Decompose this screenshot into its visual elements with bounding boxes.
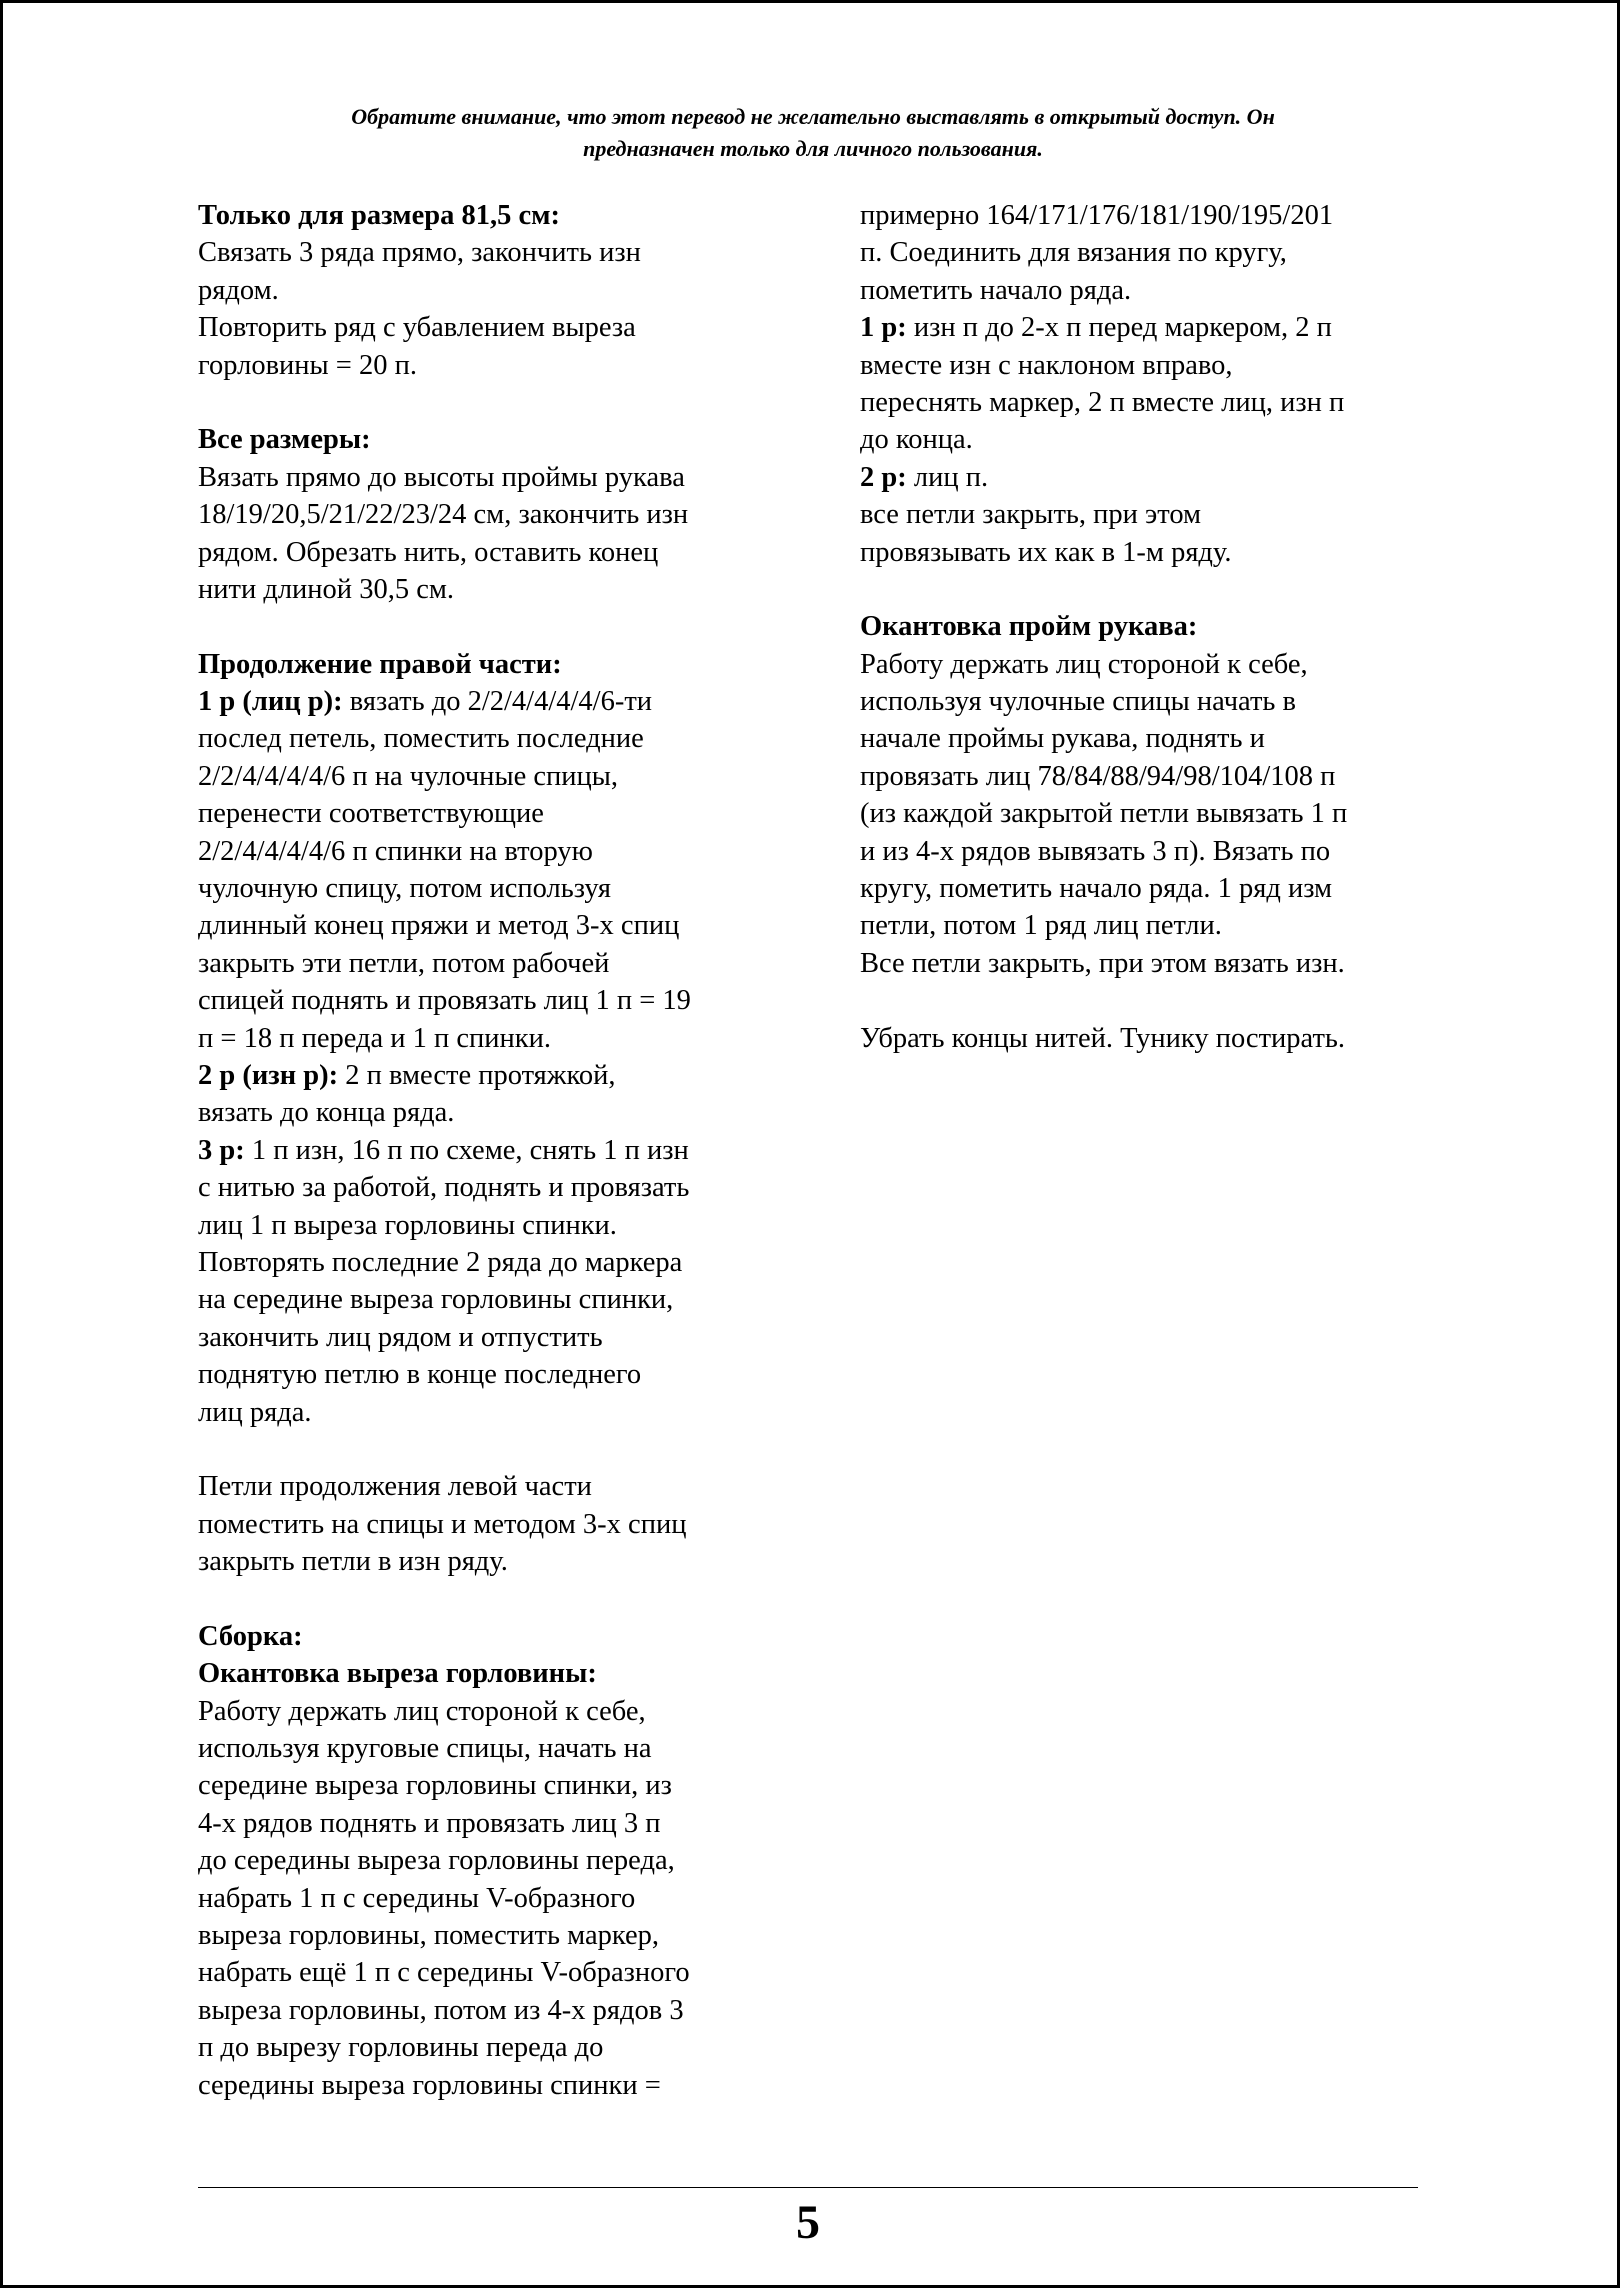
text-line: Повторить ряд с убавлением выреза bbox=[198, 312, 636, 344]
row-2-line: 2 р: лиц п. bbox=[860, 461, 989, 493]
text-line: закрыть эти петли, потом рабочей bbox=[198, 947, 610, 979]
text-line: чулочную спицу, потом используя bbox=[198, 873, 611, 905]
section-heading-assembly: Сборка: bbox=[198, 1620, 303, 1652]
text-line: используя круговые спицы, начать на bbox=[198, 1733, 652, 1765]
text-line: с нитью за работой, поднять и провязать bbox=[198, 1172, 690, 1204]
text-line: 2/2/4/4/4/4/6 п на чулочные спицы, bbox=[198, 760, 619, 792]
text-line: Все петли закрыть, при этом вязать изн. bbox=[860, 947, 1345, 979]
text-line: Работу держать лиц стороной к себе, bbox=[198, 1695, 646, 1727]
text-line: Петли продолжения левой части bbox=[198, 1471, 592, 1503]
text-line: перенести соответствующие bbox=[198, 798, 544, 830]
text-line: Убрать концы нитей. Тунику постирать. bbox=[860, 1022, 1346, 1054]
text-line: п до вырезу горловины переда до bbox=[198, 2032, 604, 2064]
text-line: Связать 3 ряда прямо, закончить изн bbox=[198, 237, 641, 269]
text-line: до конца. bbox=[860, 424, 973, 456]
section-heading-size-81: Только для размера 81,5 см: bbox=[198, 200, 561, 231]
text-line: провязывать их как в 1-м ряду. bbox=[860, 536, 1232, 568]
text-line: начале проймы рукава, поднять и bbox=[860, 723, 1265, 755]
notice-line: Обратите внимание, что этот перевод не желательно выставлять в открытый доступ. Он bbox=[351, 104, 1275, 129]
text-line: закрыть петли в изн ряду. bbox=[198, 1546, 508, 1578]
paragraph-gap bbox=[198, 384, 798, 421]
text-line: провязать лиц 78/84/88/94/98/104/108 п bbox=[860, 760, 1336, 792]
text-line: лиц 1 п выреза горловины спинки. bbox=[198, 1209, 617, 1241]
text-line: поместить на спицы и методом 3-х спиц bbox=[198, 1508, 687, 1540]
section-heading-all-sizes: Все размеры: bbox=[198, 424, 371, 456]
paragraph-gap bbox=[198, 608, 798, 645]
text-line: длинный конец пряжи и метод 3-х спиц bbox=[198, 910, 680, 942]
text-line: послед петель, поместить последние bbox=[198, 723, 644, 755]
paragraph-gap bbox=[198, 1431, 798, 1468]
text-line: п = 18 п переда и 1 п спинки. bbox=[198, 1022, 552, 1054]
text-line: рядом. Обрезать нить, оставить конец bbox=[198, 536, 659, 568]
text-line: выреза горловины, потом из 4-х рядов 3 bbox=[198, 1994, 684, 2026]
text-line: вместе изн с наклоном вправо, bbox=[860, 349, 1233, 381]
text-line: 2/2/4/4/4/4/6 п спинки на вторую bbox=[198, 835, 593, 867]
row-label: 2 р: bbox=[860, 461, 907, 493]
text-line: середины выреза горловины спинки = bbox=[198, 2069, 661, 2101]
copyright-notice bbox=[153, 101, 1473, 165]
text-line: спицей поднять и провязать лиц 1 п = 19 bbox=[198, 985, 691, 1017]
paragraph-gap bbox=[860, 571, 1460, 608]
row-label: 2 р (изн р): bbox=[198, 1059, 339, 1091]
row-label: 1 р: bbox=[860, 312, 907, 344]
text-line: 18/19/20,5/21/22/23/24 см, закончить изн bbox=[198, 499, 689, 531]
text-line: (из каждой закрытой петли вывязать 1 п bbox=[860, 798, 1348, 830]
text-line: Работу держать лиц стороной к себе, bbox=[860, 648, 1308, 680]
text-line: рядом. bbox=[198, 274, 279, 306]
row-label: 3 р: bbox=[198, 1134, 245, 1166]
text-line: на середине выреза горловины спинки, bbox=[198, 1284, 674, 1316]
left-column bbox=[198, 197, 798, 2104]
paragraph-gap bbox=[860, 982, 1460, 1019]
text-line: лиц ряда. bbox=[198, 1396, 312, 1428]
text-line: до середины выреза горловины переда, bbox=[198, 1845, 675, 1877]
text-line: нити длиной 30,5 см. bbox=[198, 573, 454, 605]
text-line: используя чулочные спицы начать в bbox=[860, 686, 1296, 718]
notice-line: предназначен только для личного пользования. bbox=[583, 136, 1043, 161]
right-column bbox=[860, 197, 1460, 1057]
text-line: примерно 164/171/176/181/190/195/201 bbox=[860, 200, 1334, 231]
text-line: все петли закрыть, при этом bbox=[860, 499, 1202, 531]
text-line: закончить лиц рядом и отпустить bbox=[198, 1321, 603, 1353]
section-heading-right-part: Продолжение правой части: bbox=[198, 648, 562, 680]
text-line: и из 4-х рядов вывязать 3 п). Вязать по bbox=[860, 835, 1331, 867]
footer-divider bbox=[198, 2187, 1418, 2188]
text-line: середине выреза горловины спинки, из bbox=[198, 1770, 672, 1802]
page-number: 5 bbox=[796, 2196, 820, 2249]
text-line: петли, потом 1 ряд лиц петли. bbox=[860, 910, 1222, 942]
text-line: набрать ещё 1 п с середины V-образного bbox=[198, 1957, 690, 1989]
text-line: переснять маркер, 2 п вместе лиц, изн п bbox=[860, 386, 1345, 418]
row-1-line: 1 р (лиц р): вязать до 2/2/4/4/4/4/6-ти bbox=[198, 686, 653, 718]
section-heading-neckband: Окантовка выреза горловины: bbox=[198, 1658, 597, 1690]
paragraph-gap bbox=[198, 1580, 798, 1617]
text-line: выреза горловины, поместить маркер, bbox=[198, 1919, 660, 1951]
text-line: 4-х рядов поднять и провязать лиц 3 п bbox=[198, 1807, 661, 1839]
text-line: поднятую петлю в конце последнего bbox=[198, 1359, 642, 1391]
text-line: п. Соединить для вязания по кругу, bbox=[860, 237, 1287, 269]
text-line: Вязать прямо до высоты проймы рукава bbox=[198, 461, 685, 493]
text-line: Повторять последние 2 ряда до маркера bbox=[198, 1246, 683, 1278]
text-line: горловины = 20 п. bbox=[198, 349, 418, 381]
section-heading-armhole-band: Окантовка пройм рукава: bbox=[860, 611, 1198, 643]
row-2-line: 2 р (изн р): 2 п вместе протяжкой, bbox=[198, 1059, 616, 1091]
text-line: вязать до конца ряда. bbox=[198, 1097, 455, 1129]
text-line: набрать 1 п с середины V-образного bbox=[198, 1882, 636, 1914]
row-label: 1 р (лиц р): bbox=[198, 686, 343, 718]
row-3-line: 3 р: 1 п изн, 16 п по схеме, снять 1 п изн bbox=[198, 1134, 689, 1166]
row-1-line: 1 р: изн п до 2-х п перед маркером, 2 п bbox=[860, 312, 1332, 344]
text-line: кругу, пометить начало ряда. 1 ряд изм bbox=[860, 873, 1333, 905]
text-line: пометить начало ряда. bbox=[860, 274, 1132, 306]
